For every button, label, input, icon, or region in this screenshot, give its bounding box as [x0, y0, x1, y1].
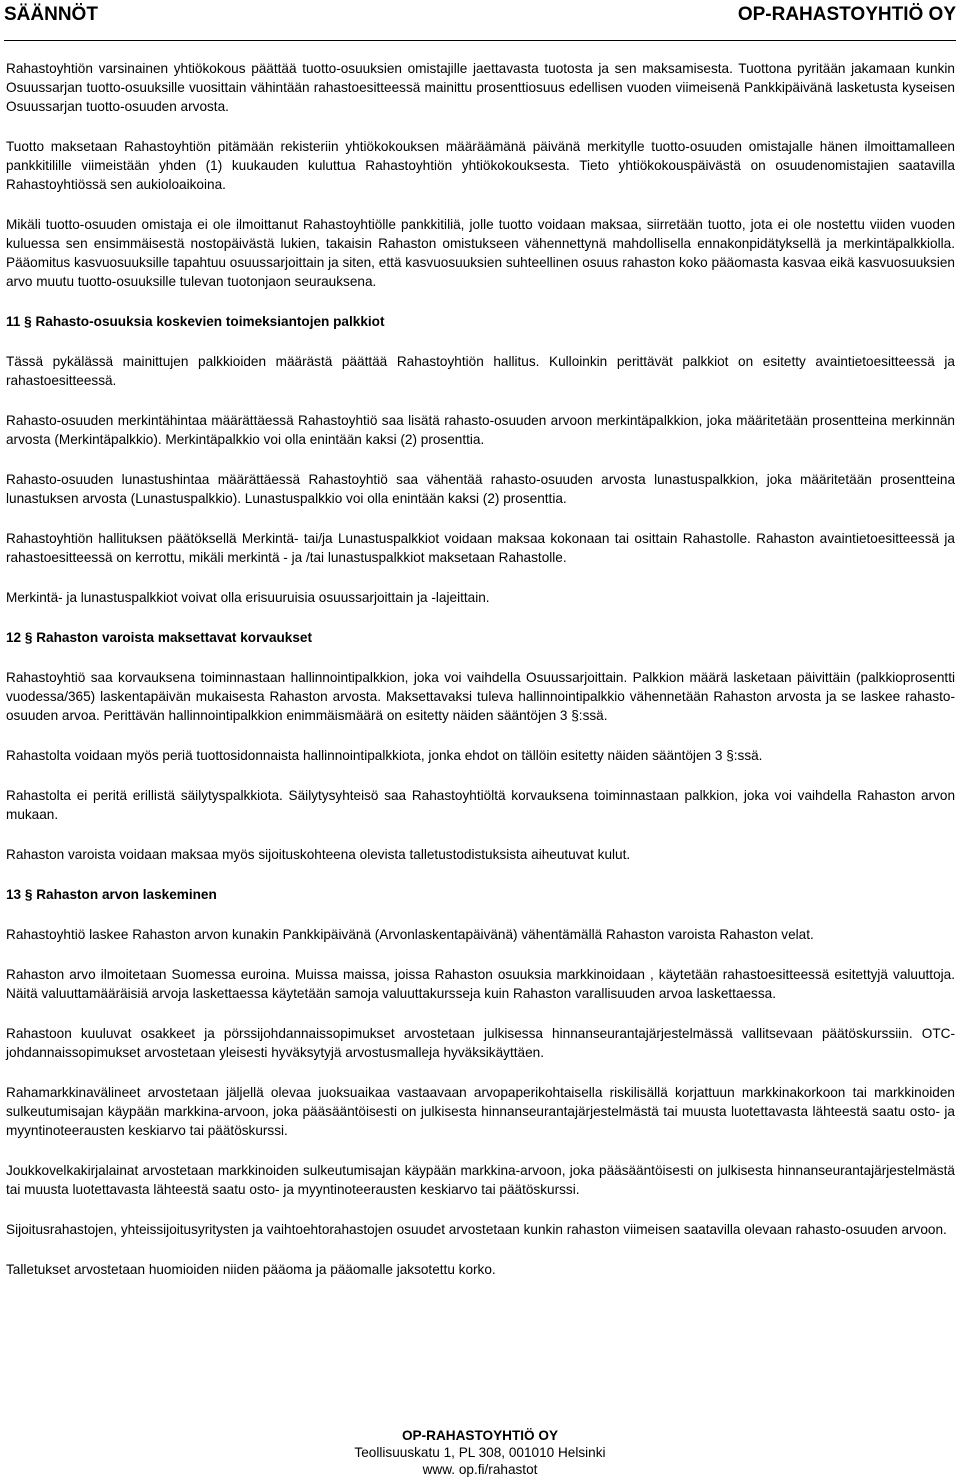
- section-heading-11: 11 § Rahasto-osuuksia koskevien toimeksiantojen palkkiot: [6, 314, 385, 329]
- page-footer: [0, 1427, 960, 1478]
- paragraph: Tässä pykälässä mainittujen palkkioiden määrästä päättää Rahastoyhtiön hallitus. Kulloinkin perittävät palkkiot on esitetty avaintietoesitteessä ja rahastoesitteessä.: [6, 354, 955, 388]
- paragraph: Tuotto maksetaan Rahastoyhtiön pitämään rekisteriin yhtiökokouksen määräämänä päivänä merkitylle tuotto-osuuden omistajalle hänen ilmoittamalleen pankkitilille viimeistään yhden (1) kuukauden kuluttua Rahastoyhtiön yhtiökokouksesta. Tieto yhtiökokouspäivästä on osuudenomistajien saatavilla Rahastoyhtiössä sen aukioloaikoina.: [6, 139, 955, 192]
- page-header: [4, 0, 956, 30]
- footer-website-link[interactable]: www. op.fi/rahastot: [422, 1462, 538, 1477]
- paragraph: Rahastoon kuuluvat osakkeet ja pörssijohdannaissopimukset arvostetaan julkisessa hinnanseurantajärjestelmässä vallitsevaan päätöskurssiin. OTC- johdannaissopimukset arvostetaan yleisesti hyväksytyjä arvostusmalleja hyväksikäyttäen.: [6, 1026, 955, 1060]
- footer-company-name: OP-RAHASTOYHTIÖ OY: [401, 1428, 559, 1443]
- paragraph: Sijoitusrahastojen, yhteissijoitusyritysten ja vaihtoehtorahastojen osuudet arvostetaan kunkin rahaston viimeisen saatavilla olevaan rahasto-osuuden arvoon.: [6, 1222, 947, 1237]
- paragraph: Rahastoyhtiön hallituksen päätöksellä Merkintä- tai/ja Lunastuspalkkiot voidaan maksaa kokonaan tai osittain Rahastolle. Rahaston avaintietoesitteessä ja rahastoesitteessä on kerrottu, mikäli merkintä - ja /tai lunastuspalkkiot maksetaan Rahastolle.: [6, 531, 955, 565]
- paragraph: Mikäli tuotto-osuuden omistaja ei ole ilmoittanut Rahastoyhtiölle pankkitiliä, jolle tuotto voidaan maksaa, siirretään tuotto, jota ei ole nostettu viiden vuoden kuluessa sen ensimmäisestä nostopäivästä lukien, takaisin Rahaston omistukseen vähennettynä mahdollisella ennakonpidätyksellä ja merkintäpalkkiolla. Pääomitus kasvuosuuksille tapahtuu osuussarjoittain ja siten, että kasvuosuuksien suhteellinen osuus rahaston koko pääomasta kasvaa eikä kasvuosuuksien arvo muutu tuotto-osuuksille tulevan tuotonjaon seurauksena.: [6, 217, 955, 289]
- paragraph: Talletukset arvostetaan huomioiden niiden pääoma ja pääomalle jaksotettu korko.: [6, 1262, 496, 1277]
- paragraph: Merkintä- ja lunastuspalkkiot voivat olla erisuuruisia osuussarjoittain ja -lajeittain.: [6, 590, 490, 605]
- document-type-label: SÄÄNNÖT: [4, 4, 98, 25]
- paragraph: Rahastoyhtiö saa korvauksena toiminnastaan hallinnointipalkkion, joka voi vaihdella Osuussarjoittain. Palkkion määrä lasketaan päivittäin (palkkioprosentti vuodessa/365) laskentapäivän mukaisesta Rahaston arvosta. Maksettavaksi tuleva hallinnointipalkkio vähennetään Rahaston arvosta ja se laskee rahasto-osuuden arvoa. Perittävän hallinnointipalkkion enimmäismäärä on esitetty näiden sääntöjen 3 §:ssä.: [6, 670, 955, 723]
- document-body: [6, 59, 955, 1300]
- paragraph: Rahastolta voidaan myös periä tuottosidonnaista hallinnointipalkkiota, jonka ehdot on tällöin esitetty näiden sääntöjen 3 §:ssä.: [6, 748, 763, 763]
- paragraph: Rahamarkkinavälineet arvostetaan jäljellä olevaa juoksuaikaa vastaavaan arvopaperikohtaisella riskilisällä korjattuun markkinakorkoon tai markkinoiden sulkeutumisajan käypään markkina-arvoon, joka pääsääntöisesti on julkisesta hinnanseurantajärjestelmästä tai muusta luotettavasta lähteestä saatu osto- ja myyntinoteerausten keskiarvo tai päätöskurssi.: [6, 1085, 955, 1138]
- paragraph: Rahasto-osuuden lunastushintaa määrättäessä Rahastoyhtiö saa vähentää rahasto-osuuden arvosta lunastuspalkkion, joka määritetään prosentteina lunastuksen arvosta (Lunastuspalkkio). Lunastuspalkkio voi olla enintään kaksi (2) prosenttia.: [6, 472, 955, 506]
- paragraph: Rahasto-osuuden merkintähintaa määrättäessä Rahastoyhtiö saa lisätä rahasto-osuuden arvoon merkintäpalkkion, joka määritetään prosentteina merkinnän arvosta (Merkintäpalkkio). Merkintäpalkkio voi olla enintään kaksi (2) prosenttia.: [6, 413, 955, 447]
- paragraph: Rahaston arvo ilmoitetaan Suomessa euroina. Muissa maissa, joissa Rahaston osuuksia markkinoidaan , käytetään rahastoesitteessä esitettyjä valuuttoja. Näitä valuuttamääräisiä arvoja laskettaessa käytetään samoja valuuttakursseja kuin Rahaston varallisuuden arvoa laskettaessa.: [6, 967, 955, 1001]
- paragraph: Joukkovelkakirjalainat arvostetaan markkinoiden sulkeutumisajan käypään markkina-arvoon, joka pääsääntöisesti on julkisesta hinnanseurantajärjestelmästä tai muusta luotettavasta lähteestä saatu osto- ja myyntinoteerausten keskiarvo tai päätöskurssi.: [6, 1163, 955, 1197]
- header-divider: [4, 40, 956, 41]
- paragraph: Rahastoyhtiön varsinainen yhtiökokous päättää tuotto-osuuksien omistajille jaettavasta tuotosta ja sen maksamisesta. Tuottona pyritään jakamaan kunkin Osuussarjan tuotto-osuuksille vuosittain vähintään rahastoesitteessä mainittu prosenttiosuus edellisen vuoden viimeisenä Pankkipäivänä lasketusta kyseisen Osuussarjan tuotto-osuuden arvosta.: [6, 61, 955, 114]
- section-heading-13: 13 § Rahaston arvon laskeminen: [6, 887, 217, 902]
- paragraph: Rahastoyhtiö laskee Rahaston arvon kunakin Pankkipäivänä (Arvonlaskentapäivänä) vähentämällä Rahaston varoista Rahaston velat.: [6, 927, 814, 942]
- paragraph: Rahaston varoista voidaan maksaa myös sijoituskohteena olevista talletustodistuksista aiheutuvat kulut.: [6, 847, 631, 862]
- footer-address: Teollisuuskatu 1, PL 308, 001010 Helsinki: [354, 1445, 606, 1460]
- company-name-header: OP-RAHASTOYHTIÖ OY: [737, 4, 956, 25]
- section-heading-12: 12 § Rahaston varoista maksettavat korvaukset: [6, 630, 313, 645]
- paragraph: Rahastolta ei peritä erillistä säilytyspalkkiota. Säilytysyhteisö saa Rahastoyhtiöltä korvauksena toiminnastaan palkkion, joka voi vaihdella Rahaston arvon mukaan.: [6, 788, 955, 822]
